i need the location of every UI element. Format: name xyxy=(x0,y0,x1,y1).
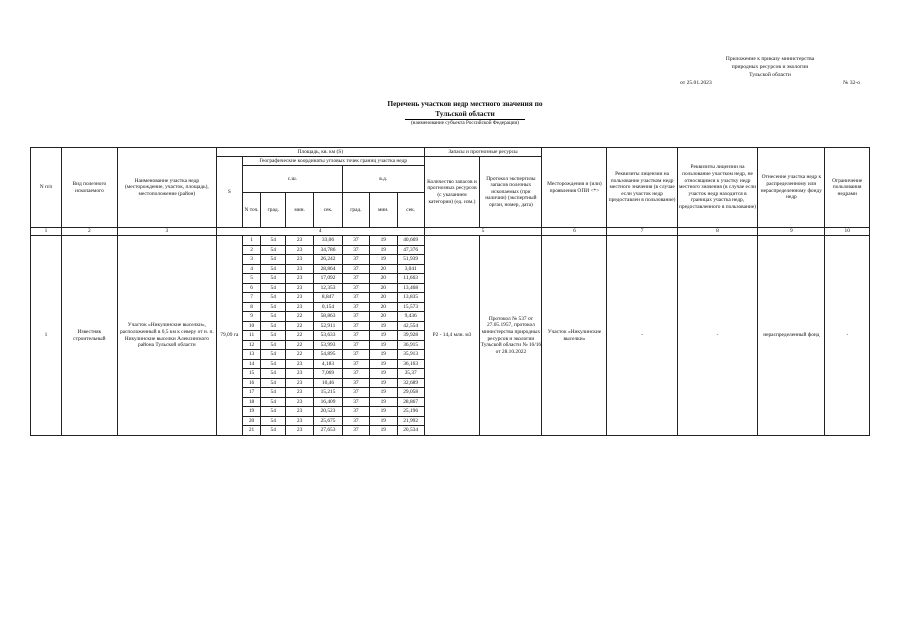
lon-min: 19 xyxy=(369,236,397,246)
column-number: 4 xyxy=(216,228,424,236)
lon-min: 19 xyxy=(369,426,397,436)
lat-sec: 33,06 xyxy=(314,236,343,246)
lon-deg: 37 xyxy=(342,350,369,360)
point-number: 14 xyxy=(242,359,261,369)
lon-deg: 37 xyxy=(342,283,369,293)
lat-min: 23 xyxy=(286,416,314,426)
lat-deg: 54 xyxy=(261,245,286,255)
document-title: Перечень участков недр местного значения по xyxy=(387,99,543,108)
lon-sec: 28,867 xyxy=(397,397,424,407)
lat-min: 22 xyxy=(286,340,314,350)
lon-deg: 37 xyxy=(342,236,369,246)
header-protocol: Протокол экспертизы запасов полезных ископаемых (при наличии) (экспертный орган, номер, дата) xyxy=(480,157,542,228)
header-license-other: Реквизиты лицензии на пользование участком недр, не относящимся к участку недр местного значения (в случае если участок недр находится в границах участка недр, предоставленного в пользование) xyxy=(677,148,758,228)
lon-deg: 37 xyxy=(342,359,369,369)
lat-sec: 52,911 xyxy=(314,321,343,331)
lon-sec: 32,689 xyxy=(397,378,424,388)
header-point-no: N точ. xyxy=(242,193,261,228)
lon-min: 19 xyxy=(369,321,397,331)
approval-date: от 25.01.2023 xyxy=(680,80,712,86)
lat-deg: 54 xyxy=(261,274,286,284)
lat-deg: 54 xyxy=(261,426,286,436)
lon-min: 19 xyxy=(369,369,397,379)
lat-sec: 26,242 xyxy=(314,255,343,265)
lat-sec: 7,069 xyxy=(314,369,343,379)
lat-sec: 15,215 xyxy=(314,388,343,398)
point-number: 15 xyxy=(242,369,261,379)
point-number: 2 xyxy=(242,245,261,255)
point-number: 21 xyxy=(242,426,261,436)
lat-sec: 53,633 xyxy=(314,331,343,341)
lat-min: 23 xyxy=(286,236,314,246)
lat-min: 23 xyxy=(286,397,314,407)
approval-date-row xyxy=(680,79,860,87)
lat-min: 22 xyxy=(286,331,314,341)
header-lon-deg: град. xyxy=(342,193,369,228)
lat-sec: 17,092 xyxy=(314,274,343,284)
lon-deg: 37 xyxy=(342,426,369,436)
lon-min: 19 xyxy=(369,407,397,417)
column-number: 10 xyxy=(825,228,870,236)
lat-min: 23 xyxy=(286,255,314,265)
column-number: 8 xyxy=(677,228,758,236)
lat-min: 23 xyxy=(286,407,314,417)
header-fund: Отнесение участка недр к распределенному или нераспределенному фонду недр xyxy=(758,148,825,228)
record-restrictions: - xyxy=(825,236,870,436)
header-lat-group: с.ш. xyxy=(242,166,342,193)
lon-deg: 37 xyxy=(342,293,369,303)
lon-deg: 37 xyxy=(342,331,369,341)
lon-sec: 3,041 xyxy=(397,264,424,274)
lon-min: 19 xyxy=(369,245,397,255)
column-number: 6 xyxy=(542,228,607,236)
lat-sec: 10,46 xyxy=(314,378,343,388)
lon-sec: 36,163 xyxy=(397,359,424,369)
approval-line-3: Тульской области xyxy=(749,72,791,78)
lon-min: 19 xyxy=(369,255,397,265)
lat-min: 23 xyxy=(286,274,314,284)
header-lat-deg: град. xyxy=(261,193,286,228)
header-coords-group: Географические координаты угловых точек границ участка недр xyxy=(242,157,424,166)
point-number: 9 xyxy=(242,312,261,322)
point-number: 1 xyxy=(242,236,261,246)
lat-min: 23 xyxy=(286,388,314,398)
lon-deg: 37 xyxy=(342,245,369,255)
table-body xyxy=(31,236,870,436)
header-row-1 xyxy=(31,148,870,157)
lat-deg: 54 xyxy=(261,378,286,388)
header-n: N п/п xyxy=(31,148,62,228)
lon-min: 20 xyxy=(369,283,397,293)
lon-sec: 9,436 xyxy=(397,312,424,322)
lon-min: 19 xyxy=(369,331,397,341)
approval-block xyxy=(680,55,860,87)
lat-sec: 54,895 xyxy=(314,350,343,360)
lat-deg: 54 xyxy=(261,388,286,398)
header-lon-min: мин. xyxy=(369,193,397,228)
header-lon-sec: сек. xyxy=(397,193,424,228)
lat-deg: 54 xyxy=(261,236,286,246)
header-site: Наименование участка недр (месторождение, участок, площадь), местоположение (район) xyxy=(117,148,216,228)
lat-deg: 54 xyxy=(261,321,286,331)
lat-sec: 25,675 xyxy=(314,416,343,426)
lat-min: 23 xyxy=(286,359,314,369)
point-number: 18 xyxy=(242,397,261,407)
lon-min: 20 xyxy=(369,264,397,274)
header-license-use: Реквизиты лицензии на пользование участком недр местного значения (в случае если участок недр предоставлен в пользование) xyxy=(607,148,677,228)
lon-sec: 36,915 xyxy=(397,340,424,350)
lon-sec: 35,37 xyxy=(397,369,424,379)
lat-deg: 54 xyxy=(261,359,286,369)
lat-deg: 54 xyxy=(261,369,286,379)
point-number: 7 xyxy=(242,293,261,303)
approval-line-2: природных ресурсов и экологии xyxy=(731,64,809,70)
lon-sec: 11,663 xyxy=(397,274,424,284)
lat-sec: 34,786 xyxy=(314,245,343,255)
lat-deg: 54 xyxy=(261,407,286,417)
lat-deg: 54 xyxy=(261,283,286,293)
header-mineral: Вид полезного ископаемого xyxy=(61,148,117,228)
lat-deg: 54 xyxy=(261,302,286,312)
record-license-other: - xyxy=(677,236,758,436)
lat-sec: 8,847 xyxy=(314,293,343,303)
lat-min: 23 xyxy=(286,293,314,303)
lon-min: 20 xyxy=(369,302,397,312)
lon-deg: 37 xyxy=(342,407,369,417)
point-number: 6 xyxy=(242,283,261,293)
lon-sec: 42,554 xyxy=(397,321,424,331)
column-number: 3 xyxy=(117,228,216,236)
lon-min: 20 xyxy=(369,293,397,303)
lat-deg: 54 xyxy=(261,416,286,426)
subsoil-sites-table xyxy=(30,147,870,436)
lon-deg: 37 xyxy=(342,321,369,331)
record-n: 1 xyxy=(31,236,62,436)
lat-deg: 54 xyxy=(261,312,286,322)
lon-min: 19 xyxy=(369,397,397,407)
lon-deg: 37 xyxy=(342,397,369,407)
lon-sec: 15,573 xyxy=(397,302,424,312)
point-number: 13 xyxy=(242,350,261,360)
lon-sec: 21,992 xyxy=(397,416,424,426)
lat-deg: 54 xyxy=(261,255,286,265)
lon-min: 19 xyxy=(369,388,397,398)
column-number: 5 xyxy=(424,228,542,236)
record-deposit: Участок «Никулинские выселки» xyxy=(542,236,607,436)
lat-min: 23 xyxy=(286,302,314,312)
lon-deg: 37 xyxy=(342,302,369,312)
column-number: 2 xyxy=(61,228,117,236)
point-number: 4 xyxy=(242,264,261,274)
lat-deg: 54 xyxy=(261,264,286,274)
lon-sec: 47,376 xyxy=(397,245,424,255)
point-number: 5 xyxy=(242,274,261,284)
point-number: 12 xyxy=(242,340,261,350)
lat-sec: 20,523 xyxy=(314,407,343,417)
point-number: 19 xyxy=(242,407,261,417)
point-number: 16 xyxy=(242,378,261,388)
record-site: Участок «Никулинские выселки», расположенный в 0,5 км к северу от н. п. Никулинские выселки Алексинского района Тульской области xyxy=(117,236,216,436)
header-reserves-qty: Количество запасов и прогнозных ресурсов (с указанием категории) (ед. изм.) xyxy=(424,157,480,228)
lat-min: 22 xyxy=(286,312,314,322)
column-number: 1 xyxy=(31,228,62,236)
header-s: S xyxy=(216,157,242,228)
lat-min: 23 xyxy=(286,245,314,255)
record-fund: нераспределенный фонд xyxy=(758,236,825,436)
record-protocol: Протокол № 537 от 27.05.1957, протокол министерства природных ресурсов и экологии Тульской области № 16/16 от 28.10.2022 xyxy=(480,236,542,436)
approval-number: № 32-о xyxy=(843,80,860,86)
lat-deg: 54 xyxy=(261,350,286,360)
lon-sec: 40,669 xyxy=(397,236,424,246)
lat-sec: 28,864 xyxy=(314,264,343,274)
header-reserves-group: Запасы и прогнозные ресурсы xyxy=(424,148,542,157)
lon-min: 20 xyxy=(369,274,397,284)
column-number: 7 xyxy=(607,228,677,236)
lat-sec: 12,353 xyxy=(314,283,343,293)
lon-min: 19 xyxy=(369,359,397,369)
lat-sec: 4,183 xyxy=(314,359,343,369)
lat-sec: 16,409 xyxy=(314,397,343,407)
lon-sec: 13,835 xyxy=(397,293,424,303)
lon-deg: 37 xyxy=(342,255,369,265)
lon-min: 19 xyxy=(369,416,397,426)
point-number: 11 xyxy=(242,331,261,341)
column-number: 9 xyxy=(758,228,825,236)
lon-min: 20 xyxy=(369,312,397,322)
lon-sec: 29,058 xyxy=(397,388,424,398)
lon-deg: 37 xyxy=(342,312,369,322)
lon-deg: 37 xyxy=(342,340,369,350)
lat-deg: 54 xyxy=(261,340,286,350)
header-lat-min: мин. xyxy=(286,193,314,228)
header-lon-group: в.д. xyxy=(342,166,424,193)
lon-sec: 35,913 xyxy=(397,350,424,360)
lat-deg: 54 xyxy=(261,293,286,303)
document-subtitle: (наименование субъекта Российской Федерации) xyxy=(410,120,520,126)
lat-sec: 58,863 xyxy=(314,312,343,322)
document-title-block xyxy=(300,99,630,127)
lon-sec: 25,196 xyxy=(397,407,424,417)
lon-sec: 13,468 xyxy=(397,283,424,293)
record-area: 79,09 га xyxy=(216,236,242,436)
point-number: 20 xyxy=(242,416,261,426)
lon-deg: 37 xyxy=(342,264,369,274)
header-area-group: Площадь, кв. км (S) xyxy=(216,148,424,157)
lon-deg: 37 xyxy=(342,369,369,379)
lat-min: 23 xyxy=(286,426,314,436)
point-number: 17 xyxy=(242,388,261,398)
lon-sec: 51,939 xyxy=(397,255,424,265)
point-number: 10 xyxy=(242,321,261,331)
header-lat-sec: сек. xyxy=(314,193,343,228)
document-region: Тульской области xyxy=(405,109,525,120)
header-restrictions: Ограничение пользования недрами xyxy=(825,148,870,228)
lon-min: 19 xyxy=(369,350,397,360)
approval-line-1: Приложение к приказу министерства xyxy=(725,56,815,62)
lat-sec: 0,154 xyxy=(314,302,343,312)
header-deposit: Месторождения и (или) проявления ОПИ <*> xyxy=(542,148,607,228)
record-license-use: - xyxy=(607,236,677,436)
lon-deg: 37 xyxy=(342,378,369,388)
lat-sec: 27,653 xyxy=(314,426,343,436)
lat-deg: 54 xyxy=(261,397,286,407)
lat-min: 23 xyxy=(286,369,314,379)
lat-min: 23 xyxy=(286,264,314,274)
lon-deg: 37 xyxy=(342,416,369,426)
lon-deg: 37 xyxy=(342,274,369,284)
lon-sec: 39,928 xyxy=(397,331,424,341)
lat-min: 23 xyxy=(286,283,314,293)
lat-min: 22 xyxy=(286,321,314,331)
lat-min: 22 xyxy=(286,350,314,360)
lat-deg: 54 xyxy=(261,331,286,341)
record-mineral: Известняк строительный xyxy=(61,236,117,436)
lon-min: 19 xyxy=(369,378,397,388)
point-number: 8 xyxy=(242,302,261,312)
lon-sec: 20,534 xyxy=(397,426,424,436)
record-reserves: Р2 - 14,4 млн. м3 xyxy=(424,236,480,436)
lat-sec: 53,993 xyxy=(314,340,343,350)
lon-min: 19 xyxy=(369,340,397,350)
column-numbers-row xyxy=(31,228,870,236)
lat-min: 23 xyxy=(286,378,314,388)
coordinate-row xyxy=(31,236,870,246)
point-number: 3 xyxy=(242,255,261,265)
lon-deg: 37 xyxy=(342,388,369,398)
